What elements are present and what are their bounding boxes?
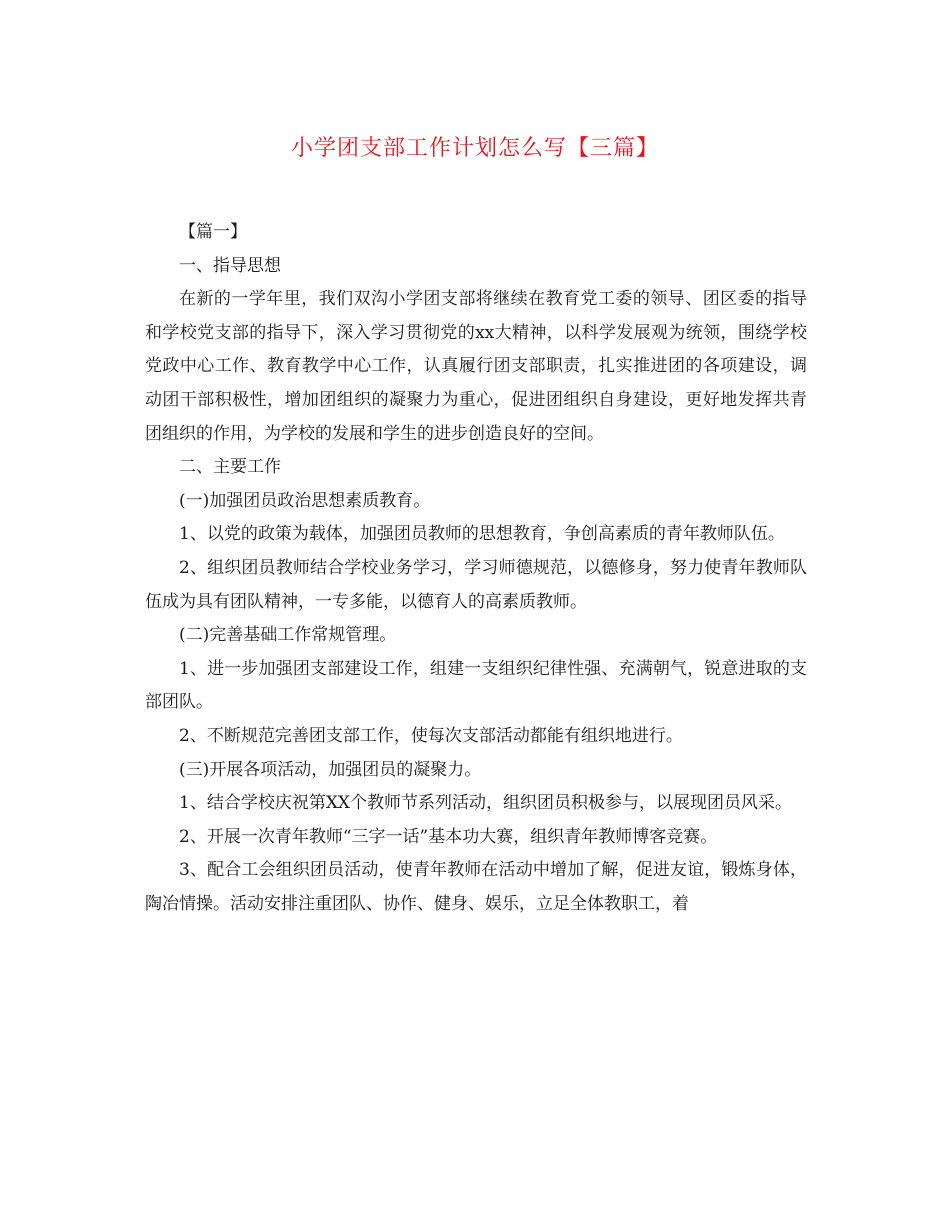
section-heading-part-one: 【篇一】 <box>179 222 247 242</box>
heading-main-work: 二、主要工作 <box>179 457 281 478</box>
list-item-activities-3: 3、配合工会组织团员活动，使青年教师在活动中增加了解，促进友谊，锻炼身体，陶冶情操。活动安排注重团队、协作、健身、娱乐，立足全体教职工，着 <box>145 860 807 914</box>
subheading-basic-management: (二)完善基础工作常规管理。 <box>179 625 397 646</box>
list-item-political-1: 1、以党的政策为载体，加强团员教师的思想教育，争创高素质的青年教师队伍。 <box>179 524 785 545</box>
subheading-activities: (三)开展各项活动，加强团员的凝聚力。 <box>179 759 482 780</box>
subheading-political-education: (一)加强团员政治思想素质教育。 <box>179 490 431 511</box>
document-title: 小学团支部工作计划怎么写【三篇】 <box>290 136 659 161</box>
list-item-activities-2: 2、开展一次青年教师“三字一话”基本功大赛，组织青年教师博客竞赛。 <box>179 826 718 847</box>
paragraph-guiding-ideology: 在新的一学年里，我们双沟小学团支部将继续在教育党工委的领导、团区委的指导和学校党支部的指导下，深入学习贯彻党的xx大精神，以科学发展观为统领，围绕学校党政中心工作、教育教学中心工作，认真履行团支部职责，扎实推进团的各项建设，调动团干部积极性，增加团组织的凝聚力为重心，促进团组织自身建设，更好地发挥共青团组织的作用，为学校的发展和学生的进步创造良好的空间。 <box>145 289 807 444</box>
list-item-activities-1: 1、结合学校庆祝第XX个教师节系列活动，组织团员积极参与，以展现团员风采。 <box>179 793 793 814</box>
list-item-political-2: 2、组织团员教师结合学校业务学习，学习师德规范，以德修身，努力使青年教师队伍成为具有团队精神，一专多能，以德育人的高素质教师。 <box>145 557 807 612</box>
list-item-management-1: 1、进一步加强团支部建设工作，组建一支组织纪律性强、充满朝气，锐意进取的支部团队。 <box>145 658 807 713</box>
heading-guiding-ideology: 一、指导思想 <box>179 255 281 276</box>
document-body <box>145 216 807 921</box>
list-item-management-2: 2、不断规范完善团支部工作，使每次支部活动都能有组织地进行。 <box>179 725 683 746</box>
